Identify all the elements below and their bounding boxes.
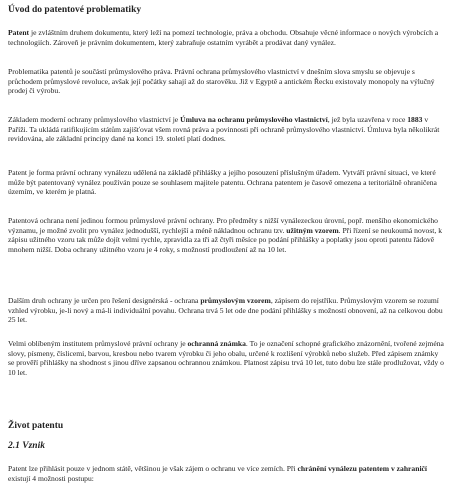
section-heading-life: Život patentu — [8, 421, 64, 431]
term-patent: Patent — [8, 28, 30, 37]
paragraph-trademark — [8, 339, 444, 377]
paragraph-text: , jež byla uzavřena v roce — [327, 115, 408, 124]
section-heading-intro: Úvod do patentové problematiky — [8, 5, 142, 15]
paragraph-patent-protection: Patent je forma právní ochrany vynálezu udělená na základě přihlášky a jejího posouzení příslušným úřadem. Vytváří právní situaci, ve které může být patentovaný vynález používán pouze se souhlasem majitele patentu. Ochrana patentem je časově omezena a teritoriálně ohraničena územím, ve kterém je platná. — [8, 168, 437, 196]
paragraph-foreign-protection — [8, 464, 444, 483]
paragraph-text: , zápisem do rejstříku. Průmyslovým vzorem se rozumí vzhled výrobku, je-li nový a má-li individuální povahu. Ochrana trvá 5 let ode dne podání přihlášky s možností obnovení, až na celkovou dobu 25 let. — [8, 296, 443, 324]
paragraph-text: existují 4 možnosti postupu: — [8, 473, 94, 483]
paragraph-paris-convention — [8, 115, 444, 144]
term-convention: Úmluva na ochranu průmyslového vlastnictví — [180, 115, 328, 124]
paragraph-text: Dalším druh ochrany je určen pro řešení designérská - ochrana — [8, 296, 201, 305]
paragraph-text: Patentová ochrana není jedinou formou průmyslové právní ochrany. Pro předměty s nižší vynálezeckou úrovní, popř. menšího ekonomického významu, je možné zvolit pro vynález jednodušší, rychlejší a méně nákladnou ochranu tzv. — [8, 216, 438, 235]
paragraph-industrial-design — [8, 296, 444, 325]
year-1883: 1883 — [407, 115, 423, 124]
subsection-heading-origin: 2.1 Vznik — [8, 441, 45, 451]
paragraph-text: . Při řízení se neukoumá novost, k zápisu užitného vzoru tak může dojít velmi rychle, zpravidla za tři až čtyři měsíce po podání přihlášky a poplatky jsou oproti patentu řádově mnohem nižší. Doba ochrany užitného vzoru je 4 roky, s možností prodloužení až na 10 let. — [8, 225, 442, 254]
paragraph-text: Základem moderní ochrany průmyslového vlastnictví je — [8, 115, 181, 124]
paragraph-patent-definition — [8, 28, 444, 47]
paragraph-text: v Paříži. Ta ukládá ratifikujícím státům zajišťovat všem rovná práva a povinnosti při ochraně průmyslového vlastnictví. Úmluva byla několikrát revidována, ale základní principy dané na konci 19. století platí dodnes. — [8, 115, 440, 143]
term-industrial-design: průmyslovým vzorem — [200, 296, 271, 305]
paragraph-text: . To je označení schopné grafického znázornění, tvořené zejména slovy, písmeny, číslicemi, barvou, kresbou nebo tvarem výrobku či jeho obalu, určené k rozlišení výrobků nebo služeb. Před zápisem známky se prověří přihlášky na shodnost s jinou dříve zapsanou ochrannou známkou. Platnost zápisu trvá 10 let, tuto dobu lze stále prodlužovat, vždy o 10 let. — [8, 339, 444, 377]
paragraph-text: je zvláštním druhem dokumentu, který leží na pomezí technologie, práva a obchodu. Obsahuje věcné informace o nových výrobcích a technologiích. Zároveň je právním dokumentem, který zabraňuje ostatním vyrábět a prodávat daný vynález. — [8, 28, 439, 47]
term-utility-model: užitným vzorem — [286, 225, 339, 235]
paragraph-history: Problematika patentů je součástí průmyslového práva. Právní ochrana průmyslového vlastnictví v dnešním slova smyslu se objevuje s průchodem průmyslové revoluce, avšak její počátky sahají až do starověku. Již v Egyptě a antickém Řecku existovaly monopoly na výlučný prodej či výrobu. — [8, 67, 435, 95]
term-foreign-protection: chránění vynálezu patentem v zahraničí — [297, 464, 428, 473]
term-trademark: ochranná známka — [187, 339, 246, 348]
paragraph-text: Patent lze přihlásit pouze v jednom státě, většinou je však zájem o ochranu ve více zemích. Při — [8, 464, 298, 473]
paragraph-utility-model — [8, 216, 444, 254]
paragraph-text: Velmi oblíbeným institutem průmyslové právní ochrany je — [8, 339, 188, 348]
